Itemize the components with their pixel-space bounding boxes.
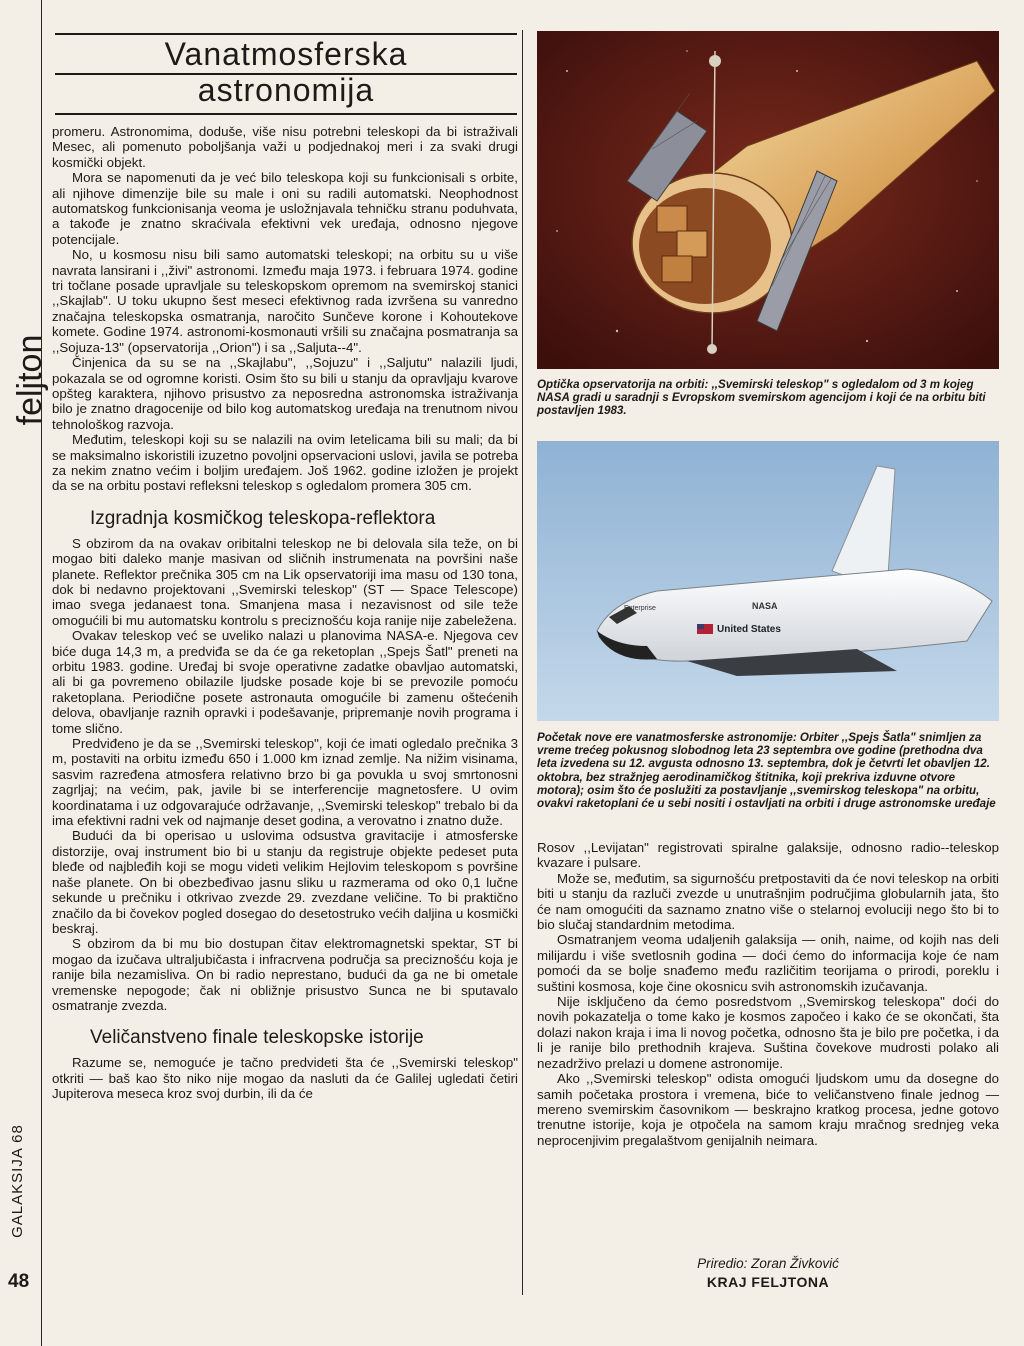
shuttle-drawing [537,441,999,721]
paragraph: promeru. Astronomima, doduše, više nisu potrebni teleskopi da bi istraživali Mesec, ali pomenuto poboljšanja važi u podjednakoj meri i za svaki drugi kosmički objekt. [52,124,518,170]
paragraph: Činjenica da su se na ,,Skajlabu", ,,Sojuzu" i ,,Saljutu" nalazili ljudi, pokazala se od ogromne koristi. Osim što su bili u stanju da opravljaju kvarove opšteg karaktera, njihovo prisustvo za neposredna astronomska istraživanja bilo je znatno dragocenije od bilo kog automatskog uređaja na trenutnom nivou tehnološkog razvoja. [52,355,518,432]
paragraph: S obzirom da na ovakav oribitalni teleskop ne bi delovala sila teže, on bi mogao biti daleko manje masivan od sličnih instrumenata na površini naše planete. Reflektor prečnika 305 cm na Lik opservatoriji ima masu od 130 tona, dok bi nedavno projektovani ,,Svemirski teleskop" (ST — Space Telescope) imao svega jedanaest tona. Smanjena masa i nezavisnost od sile teže omogućili bi mu automatsku kontrolu s preciznošću koja ranije nije zabeležena. [52,535,518,628]
title-line-2: astronomija [197,72,375,108]
title-rule-top [55,33,517,35]
paragraph: Ovakav teleskop već se uveliko nalazi u planovima NASA-e. Njegova cev biće duga 14,3 m, a predviđa se da će ga reketoplan ,,Spejs Šatl" preneti na orbitu 1983. godine. Uređaj bi svoje operativne zadatke obavljao automatski, ali bi ga povremeno obilazile ljudske posade koje bi se prevozile pomoću raketoplana. Periodične posete astronauta omogućile bi zamenu oštećenih delova, obavljanje raznih opravki i podešavanje, pripremanje novih programa i tome slično. [52,628,518,736]
caption-telescope: Optička opservatorija na orbiti: ,,Svemirski teleskop" s ogledalom od 3 m kojeg NASA gradi u saradnji s Evropskom svemirskom agencijom i koji će na orbitu biti postavljen 1983. [537,378,986,418]
right-column [537,840,999,1148]
paragraph: Mora se napomenuti da je već bilo teleskopa koji su funkcionisali s orbite, ali njihove dimenzije bile su male i oni su radili automatski. Neophodnost automatskog funkcionisanja veoma je usložnjavala tehničku stranu poduhvata, a takođe je znatno skraćivala efektivni vek uređaja, odnosno njegove potencijale. [52,170,518,247]
subheading: Veličanstveno finale teleskopske istorije [90,1027,424,1049]
magazine-issue: GALAKSIJA 68 [9,1124,26,1238]
nasa-label: NASA [752,601,778,611]
paragraph: Rosov ,,Levijatan" registrovati spiralne galaksije, odnosno radio--teleskop kvazare i pulsare. [537,840,999,871]
author-credit: Priredio: Zoran Živković [697,1256,839,1271]
paragraph: Predviđeno je da se ,,Svemirski teleskop", koji će imati ogledalo prečnika 3 m, postaviti na orbitu između 650 i 1.000 km iznad zemlje. Na nižim visinama, sasvim razređena atmosfera relativno brzo bi ga povukla u svoj smrtonosni zagrljaj; na većim, pak, javile bi se interferencije magnetosfere. U ovim koordinatama i uz odgovarajuće održavanje, ,,Svemirski teleskop" trebalo bi da ima efektivni radni vek od najmanje deset godina, a verovatno i znatno duže. [52,736,518,829]
column-rule [522,30,523,1295]
united-states-label: United States [717,624,781,635]
title-rule-bottom [55,113,517,115]
page-number: 48 [8,1271,30,1292]
title-line-1: Vanatmosferska [164,36,408,72]
end-marker: KRAJ FELJTONA [706,1274,830,1290]
shuttle-name-label: Enterprise [624,605,656,612]
article-title [55,36,517,108]
paragraph: Nije isključeno da ćemo posredstvom ,,Svemirskog teleskopa" doći do novih pokazatelja o tome kako je kosmos započeo i kako će se okončati, šta dolazi nakon kraja i ima li novog početka, odnosno šta je bilo pre početka, i da li je ranije bilo prethodnih krajeva. Suština čovekove mudrosti polako ali nezadrživo prelazi u domene astronomije. [537,994,999,1071]
space-shuttle-photo [537,441,999,721]
paragraph: Osmatranjem veoma udaljenih galaksija — onih, naime, od kojih nas deli milijardu i više svetlosnih godina — doći ćemo do informacija koje će nam pomoći da se bolje snađemo među različitim teorijama o prirodi, poreklu i suštini kosmosa, koje čine okosnicu svih astronomskih izučavanja. [537,932,999,994]
paragraph: Može se, međutim, sa sigurnošću pretpostaviti da će novi teleskop na orbiti biti u stanju da razluči zvezde u unutrašnjim područjima globularnih jata, što će nam omogućiti da saznamo znatno više o stelarnoj evoluciji nego što bi to bio slučaj standardnim metodima. [537,870,999,933]
article-credit [537,1254,999,1292]
subheading: Izgradnja kosmičkog teleskopa-reflektora [90,507,436,529]
caption-shuttle: Početak nove ere vanatmosferske astronomije: Orbiter ,,Spejs Šatla" snimljen za vreme trećeg pokusnog slobodnog leta 23 septembra ove godine (prethodna dva leta izvedena su 12. avgusta odnosno 13. septembra, dok je četvrti let obavljen 12. oktobra, bez stražnjeg aerodinamičkog štitnika, koji prekriva izduvne otvore motora); osim što će poslužiti za postavljanje ,,svemirskog teleskopa" na orbitu, ovakvi raketoplani će u sebi nositi i ostavljati na orbiti i druge astronomske uređaje [537,731,996,811]
paragraph: Razume se, nemoguće je tačno predvideti šta će ,,Svemirski teleskop" otkriti — baš kao što niko nije mogao da nasluti da će Galilej ugledati četiri Jupiterova meseca kroz svoj durbin, ili da će [52,1055,518,1102]
paragraph: Međutim, teleskopi koji su se nalazili na ovim letelicama bili su mali; da bi se maksimalno iskoristili izuzetno povoljni opservacioni uslovi, javila se potreba za nekim znatno većim i boljim uređajem. Još 1962. godine izložen je projekt da se na orbitu postavi refleksni teleskop s ogledalom promera 305 cm. [52,432,518,494]
margin-rule [41,0,42,1346]
telescope-drawing [537,31,999,369]
section-label: feljton [11,334,49,426]
paragraph: Ako ,,Svemirski teleskop" odista omogući ljudskom umu da dosegne do samih početaka prostora i vremena, biće to veličanstveno finale jednog — mereno svemirskim časovnikom — beskrajno kratkog procesa, jedne gotovo trenutne istorije, koja je otpočela na samom kraju mračnog srednjeg veka neprocenjivim pregalaštvom genijalnih neimara. [537,1071,999,1148]
paragraph: No, u kosmosu nisu bili samo automatski teleskopi; na orbitu su u više navrata lansirani i ,,živi" astronomi. Između maja 1973. i februara 1974. godine tri točlane posade upravljale su teleskopskom opremom na svemirskoj stanici ,,Skajlab". U toku ukupno šest meseci efektivnog rada izvršena su vanredno značajna teleskopska osmatranja, naročito Sunčeve korone i Kohoutekove komete. Godine 1974. astronomi-kosmonauti vršili su značajna posmatranja sa ,,Sojuza-13" (opservatorija ,,Orion") i sa ,,Saljuta--4". [52,247,518,355]
left-column [52,124,518,1102]
paragraph: S obzirom da bi mu bio dostupan čitav elektromagnetski spektar, ST bi mogao da izučava ultraljubičasta i infracrvena područja sa preciznošću koja je ranije bila nezamisliva. On bi radio neprestano, budući da ga ne bi ometale vremenske nepogode; čak ni obližnje prisustvo Sunca ne bi sputavalo osmatranje zvezda. [52,936,518,1013]
paragraph: Budući da bi operisao u uslovima odsustva gravitacije i atmosferske distorzije, ovaj instrument bio bi u stanju da registruje objekte pedeset puta bleđe od najbleđih koji se mogu videti velikim Hejlovim teleskopom s površine naše planete. On bi obezbeđivao jasnu sliku u razmerama od oko 0,1 lučne sekunde u prečniku i otkrivao zvezde 29. zvezdane veličine. To bi praktično značilo da bi čovekov pogled dosegao do desetostruko većih daljina u kosmički beskraj. [52,828,518,936]
space-telescope-illustration [537,31,999,369]
